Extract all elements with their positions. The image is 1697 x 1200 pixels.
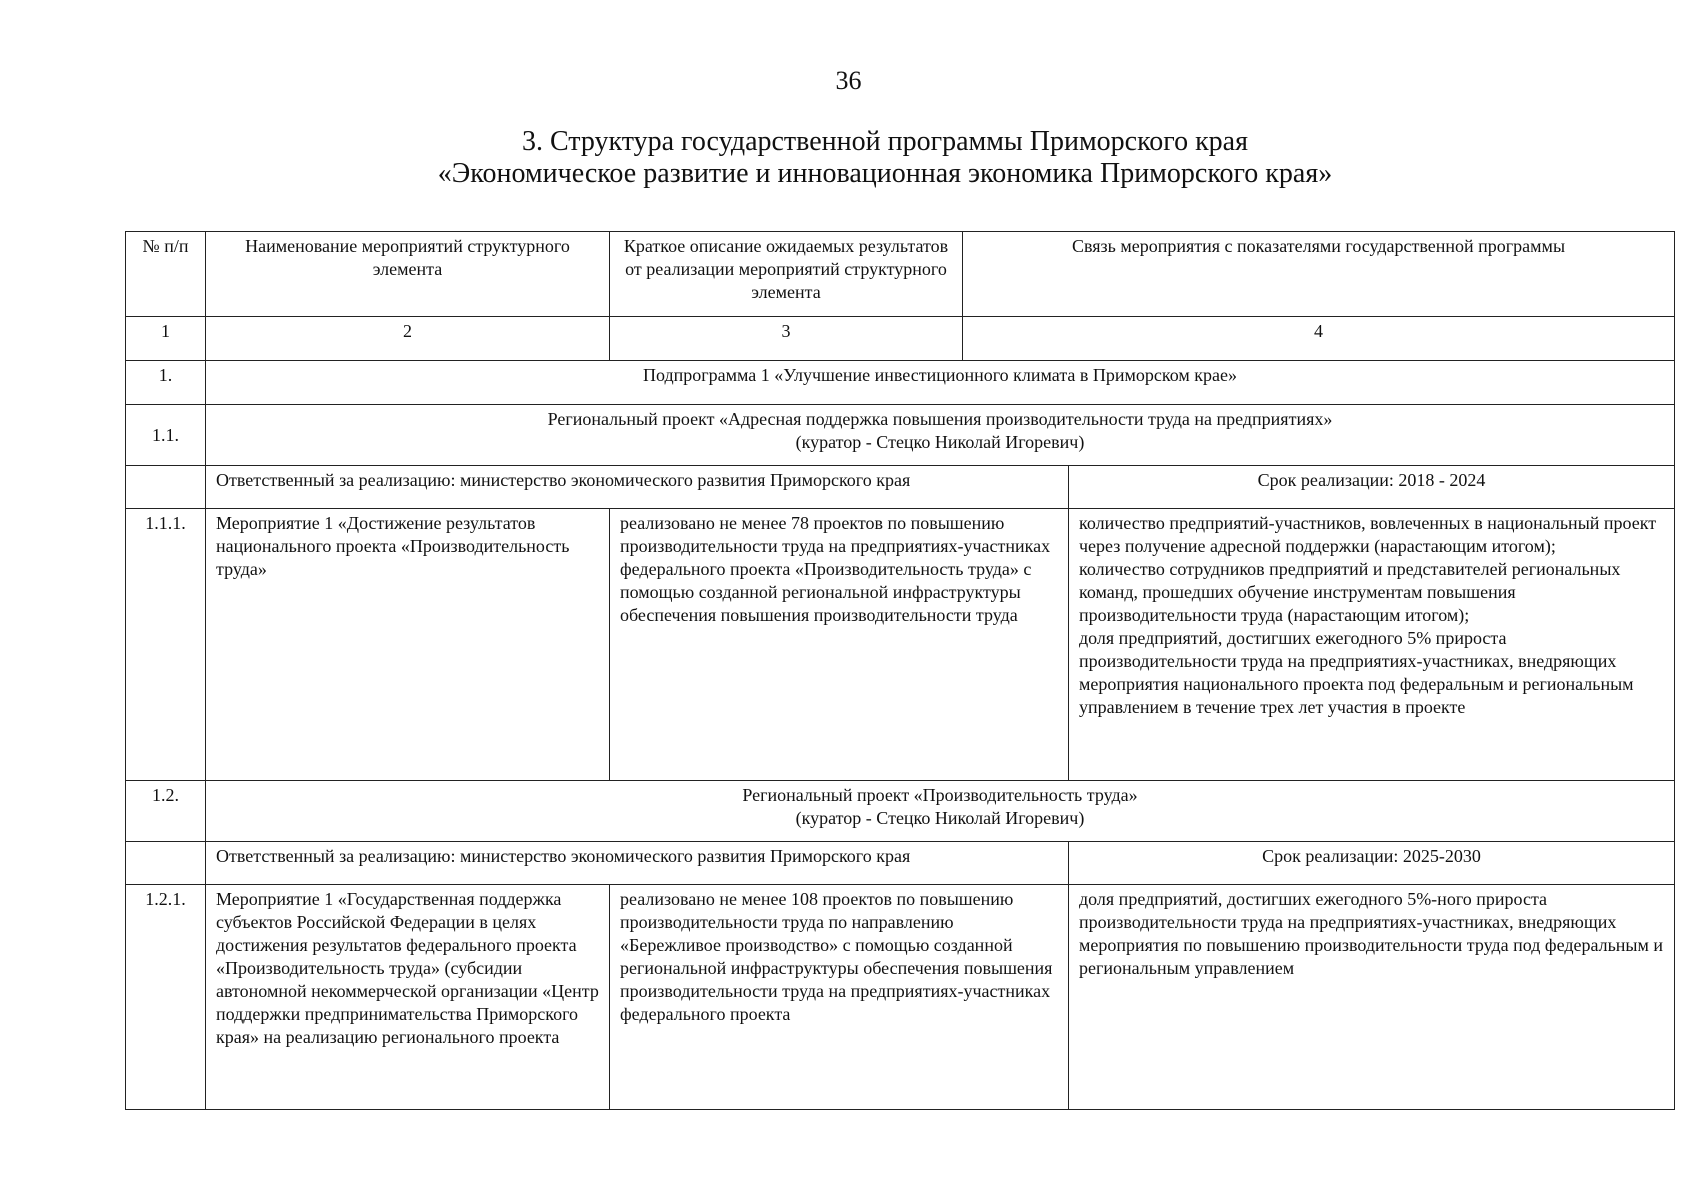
- column-numbers-row: [126, 317, 1675, 361]
- header-num: № п/п: [126, 232, 206, 317]
- subprogram-title: Подпрограмма 1 «Улучшение инвестиционного климата в Приморском крае»: [206, 361, 1675, 405]
- item-1-2-1-num: 1.2.1.: [126, 885, 206, 1110]
- project-1-row: [126, 405, 1675, 466]
- item-1-2-1-desc: реализовано не менее 108 проектов по повышению производительности труда по направлению «Бережливое производство» с помощью созданной региональной инфраструктуры обеспечения повышения производительности труда на предприятиях-участниках федерального проекта: [610, 885, 1069, 1110]
- empty-cell: [126, 466, 206, 509]
- col-number-4: 4: [963, 317, 1675, 361]
- project-1-responsible: Ответственный за реализацию: министерство экономического развития Приморского края: [206, 466, 1069, 509]
- indicator-3: доля предприятий, достигших ежегодного 5% прироста производительности труда на предприятиях-участниках, внедряющих мероприятия национального проекта под федеральным и региональным управлением в течение трех лет участия в проекте: [1079, 628, 1634, 717]
- table-header-row: [126, 232, 1675, 317]
- project-2-num: 1.2.: [126, 781, 206, 842]
- item-1-1-1-num: 1.1.1.: [126, 509, 206, 781]
- project-2-row: [126, 781, 1675, 842]
- page-number: 36: [835, 66, 862, 95]
- program-structure-table: [125, 231, 1675, 1110]
- project-2-line-2: (куратор - Стецко Николай Игоревич): [795, 808, 1085, 828]
- project-2-period: Срок реализации: 2025-2030: [1069, 842, 1675, 885]
- col-number-2: 2: [206, 317, 610, 361]
- project-2-line-1: Региональный проект «Производительность труда»: [742, 785, 1138, 805]
- indicator-1: количество предприятий-участников, вовлеченных в национальный проект через получение адресной поддержки (нарастающим итогом);: [1079, 513, 1657, 556]
- header-desc: Краткое описание ожидаемых результатов от реализации мероприятий структурного элемента: [610, 232, 963, 317]
- header-link: Связь мероприятия с показателями государственной программы: [963, 232, 1675, 317]
- project-1-line-2: (куратор - Стецко Николай Игоревич): [795, 432, 1085, 452]
- header-name: Наименование мероприятий структурного элемента: [206, 232, 610, 317]
- project-1-num: 1.1.: [126, 405, 206, 466]
- item-1-1-1-link: [1069, 509, 1675, 781]
- subprogram-num: 1.: [126, 361, 206, 405]
- title-line-1: 3. Структура государственной программы Приморского края: [522, 126, 1248, 157]
- project-2-responsible: Ответственный за реализацию: министерство экономического развития Приморского края: [206, 842, 1069, 885]
- empty-cell: [126, 842, 206, 885]
- page-title: [0, 126, 1697, 190]
- title-line-2: «Экономическое развитие и инновационная экономика Приморского края»: [437, 158, 1333, 189]
- item-1-2-1-name: Мероприятие 1 «Государственная поддержка субъектов Российской Федерации в целях достижения результатов федерального проекта «Производительность труда» (субсидии автономной некоммерческой организации «Центр поддержки предпринимательства Приморского края» на реализацию регионального проекта: [206, 885, 610, 1110]
- project-2-responsible-row: [126, 842, 1675, 885]
- indicator-2: количество сотрудников предприятий и представителей региональных команд, прошедших обучение инструментам повышения производительности труда (нарастающим итогом);: [1079, 559, 1621, 625]
- project-1-responsible-row: [126, 466, 1675, 509]
- table-row: [126, 885, 1675, 1110]
- item-1-1-1-name: Мероприятие 1 «Достижение результатов национального проекта «Производительность труда»: [206, 509, 610, 781]
- col-number-3: 3: [610, 317, 963, 361]
- project-1-period: Срок реализации: 2018 - 2024: [1069, 466, 1675, 509]
- project-2-title: [206, 781, 1675, 842]
- item-1-2-1-link: доля предприятий, достигших ежегодного 5%-ного прироста производительности труда на предприятиях-участниках, внедряющих мероприятия по повышению производительности труда под федеральным и региональным управлением: [1069, 885, 1675, 1110]
- subprogram-row: [126, 361, 1675, 405]
- project-1-title: [206, 405, 1675, 466]
- col-number-1: 1: [126, 317, 206, 361]
- item-1-1-1-desc: реализовано не менее 78 проектов по повышению производительности труда на предприятиях-участниках федерального проекта «Производительность труда» с помощью созданной региональной инфраструктуры обеспечения повышения производительности труда: [610, 509, 1069, 781]
- table-row: [126, 509, 1675, 781]
- project-1-line-1: Региональный проект «Адресная поддержка повышения производительности труда на предприятиях»: [547, 409, 1333, 429]
